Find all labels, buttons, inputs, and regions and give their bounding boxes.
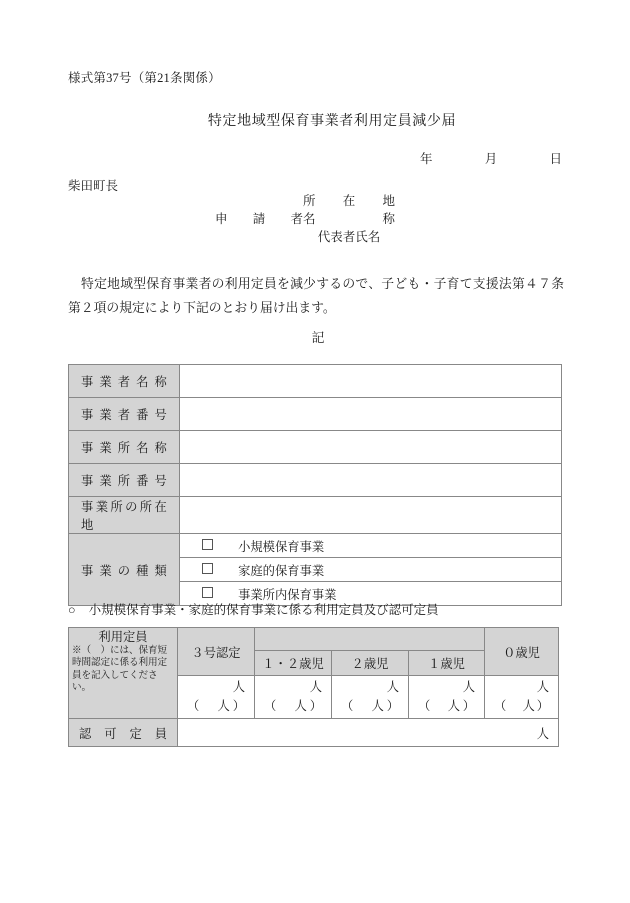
form-number: 様式第37号（第21条関係）	[68, 71, 221, 85]
applicant-row-name	[215, 210, 395, 228]
applicant-field-name: 名称	[303, 212, 395, 226]
addressee: 柴田町長	[68, 179, 119, 193]
business-info-table	[68, 364, 562, 606]
info-label-facility-name: 事業所名称	[69, 431, 180, 464]
capacity-note-body: ※（ ）には、保育短時間認定に係る利用定員を記入してください。	[72, 645, 167, 694]
date-month-label: 月	[484, 152, 498, 166]
circle-bullet-icon: ○	[68, 603, 76, 617]
capacity-value-2sai[interactable]	[332, 676, 409, 719]
info-label-facility-number: 事業所番号	[69, 464, 180, 497]
applicant-field-address: 所在地	[303, 194, 395, 208]
capacity-value-1-2[interactable]	[255, 676, 332, 719]
info-value-facility-number[interactable]	[180, 464, 562, 497]
capacity-note-cell	[69, 628, 178, 719]
date-day-label: 日	[549, 152, 562, 166]
capacity-header-1sai: １歳児	[409, 651, 485, 676]
table-row	[69, 534, 562, 558]
capacity-unit-paren: （ 人）	[187, 699, 245, 713]
business-type-option-small-scale[interactable]	[180, 534, 562, 558]
capacity-value-0sai[interactable]	[485, 676, 559, 719]
capacity-value-3go[interactable]	[178, 676, 255, 719]
info-label-business-number: 事業者番号	[69, 398, 180, 431]
ki-mark: 記	[311, 331, 325, 345]
info-value-business-name[interactable]	[180, 365, 562, 398]
capacity-unit-paren: （ 人）	[494, 699, 550, 713]
capacity-unit-primary: 人	[309, 680, 322, 694]
table-row	[69, 497, 562, 534]
table-row	[69, 431, 562, 464]
capacity-header-1-2-label: １・２歳児	[255, 651, 332, 676]
approved-capacity-label: 認可定員	[69, 719, 178, 747]
applicant-lead-label: 申請者	[215, 212, 303, 226]
checkbox-unchecked-icon[interactable]	[202, 587, 213, 598]
date-line	[420, 149, 562, 167]
business-type-option-family[interactable]	[180, 558, 562, 582]
info-label-business-type: 事業の種類	[69, 534, 180, 606]
capacity-unit-primary: 人	[462, 680, 476, 694]
capacity-value-1sai[interactable]	[409, 676, 485, 719]
capacity-header-3go: ３号認定	[178, 628, 255, 676]
table-row	[69, 628, 559, 651]
applicant-row-address	[215, 192, 395, 210]
document-title: 特定地域型保育事業者利用定員減少届	[207, 114, 457, 129]
capacity-unit-primary: 人	[232, 680, 245, 694]
capacity-unit-primary: 人	[386, 680, 399, 694]
checkbox-unchecked-icon[interactable]	[202, 563, 213, 574]
capacity-unit-paren: （ 人）	[341, 699, 399, 713]
capacity-table	[68, 627, 559, 747]
info-value-business-number[interactable]	[180, 398, 562, 431]
table-row	[69, 365, 562, 398]
body-paragraph: 特定地域型保育事業者の利用定員を減少するので、子ども・子育て支援法第４７条第２項の規定により下記のとおり届け出ます。	[68, 277, 564, 315]
capacity-unit-primary: 人	[536, 680, 550, 694]
checkbox-unchecked-icon[interactable]	[202, 539, 213, 550]
capacity-header-group-1-2	[255, 628, 485, 651]
table-row	[69, 719, 559, 747]
applicant-block	[215, 192, 395, 246]
capacity-header-0sai: ０歳児	[485, 628, 559, 676]
info-value-facility-name[interactable]	[180, 431, 562, 464]
date-year-label: 年	[419, 152, 433, 166]
applicant-row-representative	[215, 228, 395, 246]
info-label-facility-address: 事業所の所在地	[69, 497, 180, 534]
capacity-section-heading	[68, 600, 439, 618]
capacity-unit-paren: （ 人）	[418, 699, 476, 713]
info-value-facility-address[interactable]	[180, 497, 562, 534]
approved-capacity-value[interactable]: 人	[178, 719, 559, 747]
capacity-unit-paren: （ 人）	[264, 699, 322, 713]
applicant-field-representative: 代表者氏名	[317, 230, 381, 244]
option-label: 小規模保育事業	[238, 539, 325, 554]
option-label: 事業所内保育事業	[238, 587, 337, 602]
table-row	[69, 398, 562, 431]
capacity-note-title: 利用定員	[98, 630, 148, 644]
table-row	[69, 464, 562, 497]
capacity-heading-text: 小規模保育事業・家庭的保育事業に係る利用定員及び認可定員	[88, 603, 439, 617]
option-label: 家庭的保育事業	[238, 563, 325, 578]
capacity-header-2sai: ２歳児	[332, 651, 409, 676]
info-label-business-name: 事業者名称	[69, 365, 180, 398]
